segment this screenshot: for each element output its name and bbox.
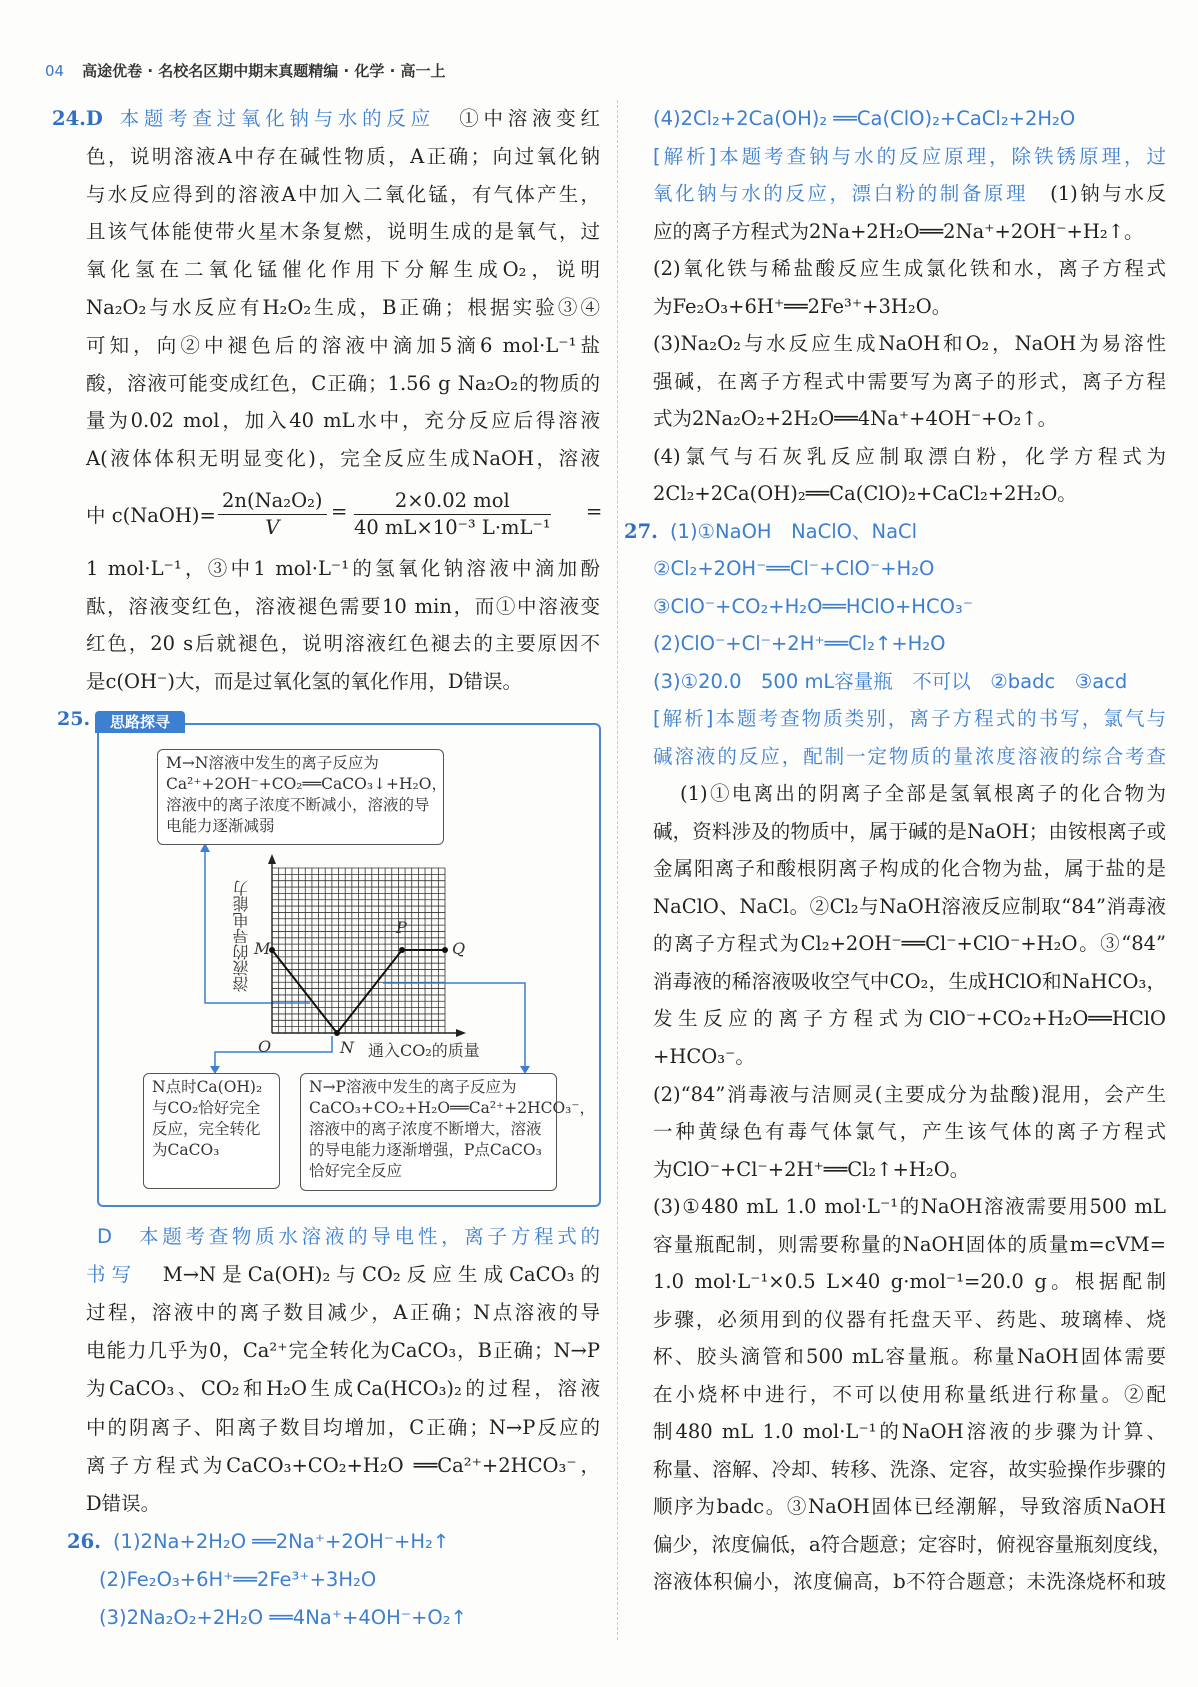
fraction-2-denominator: 40 mL×10⁻³ L·mL⁻¹ (354, 516, 551, 539)
connector-to-left-box (215, 1036, 332, 1068)
body-text: 步骤，必须用到的仪器有托盘天平、药匙、玻璃棒、烧 (653, 1307, 1166, 1331)
body-text: 一种黄绿色有毒气体氯气，产生该气体的离子方程式 (653, 1120, 1166, 1144)
body-text: (2)“84”消毒液与洁厕灵(主要成分为盐酸)混用，会产生 (653, 1082, 1166, 1106)
highlight-text: (1)①NaOH NaClO、NaCl (669, 519, 918, 543)
label-m: M (254, 939, 271, 958)
body-text: 为ClO⁻+Cl⁻+2H⁺══Cl₂↑+H₂O。 (653, 1157, 970, 1181)
body-text: 过程，溶液中的离子数目减少，A正确；N点溶液的导 (86, 1301, 600, 1325)
body-text: 电能力几乎为0，Ca²⁺完全转化为CaCO₃，B正确；N→P (86, 1339, 600, 1363)
body-text: 金属阳离子和酸根阴离子构成的化合物为盐，属于盐的是 (653, 857, 1166, 881)
page-number: 04 (45, 62, 65, 80)
body-text: +HCO₃⁻。 (653, 1045, 755, 1068)
body-text: 称量、溶解、冷却、转移、洗涤、定容，故实验操作步骤的 (653, 1457, 1166, 1481)
body-text: D错误。 (86, 1491, 161, 1515)
body-text: 在小烧杯中进行，不可以使用称量纸进行称量。②配 (653, 1382, 1166, 1406)
question-25-number: 25. (57, 708, 91, 730)
highlight-text: 书写 (86, 1263, 138, 1287)
book-title: 高途优卷 · 名校名区期中期末真题精编 · 化学 · 高一上 (82, 62, 446, 80)
body-text: 为CaCO₃、CO₂和H₂O生成Ca(HCO₃)₂的过程，溶液 (86, 1377, 600, 1401)
body-text: 式为2Na₂O₂+2H₂O══4Na⁺+4OH⁻+O₂↑。 (653, 407, 1058, 431)
body-text: A(液体体积无明显变化)，完全反应生成NaOH，溶液 (86, 447, 600, 471)
fraction-2-numerator: 2×0.02 mol (354, 488, 551, 515)
highlight-text: (3)2Na₂O₂+2H₂O ══4Na⁺+4OH⁻+O₂↑ (99, 1606, 467, 1629)
body-text: 溶液体积偏小，浓度偏高，b不符合题意；未洗涤烧杯和玻 (653, 1570, 1166, 1594)
label-o: O (258, 1037, 272, 1056)
label-p: P (396, 918, 407, 937)
body-text: 碱，资料涉及的物质中，属于碱的是NaOH；由铵根离子或 (653, 819, 1166, 843)
question-number: 26. (67, 1529, 101, 1553)
y-axis-arrow-icon (268, 854, 276, 864)
body-text: 的离子方程式为Cl₂+2OH⁻══Cl⁻+ClO⁻+H₂O。③“84” (653, 932, 1166, 956)
note-m-to-n: M→N溶液中发生的离子反应为Ca²⁺+2OH⁻+CO₂══CaCO₃↓+H₂O，溶液中的离子浓度不断减小，溶液的导电能力逐渐减弱 (157, 749, 444, 845)
equals-sign-2: = (586, 500, 603, 523)
highlight-text: ②Cl₂+2OH⁻══Cl⁻+ClO⁻+H₂O (653, 557, 935, 581)
body-text: (4)氯气与石灰乳反应制取漂白粉，化学方程式为 (653, 444, 1166, 468)
highlight-text: D 本题考查物质水溶液的导电性，离子方程式的 (97, 1225, 600, 1248)
question-number: 24.D (52, 107, 103, 130)
body-text: 红色，20 s后就褪色，说明溶液红色褪去的主要原因不 (86, 632, 600, 656)
body-text: M→N是Ca(OH)₂与CO₂反应生成CaCO₃的 (137, 1263, 600, 1287)
note-point-n: N点时Ca(OH)₂与CO₂恰好完全反应，完全转化为CaCO₃ (143, 1073, 280, 1189)
fraction-1-numerator: 2n(Na₂O₂) (218, 488, 327, 515)
body-text: NaClO、NaCl。②Cl₂与NaOH溶液反应制取“84”消毒液 (653, 894, 1166, 918)
body-text: 色，说明溶液A中存在碱性物质，A正确；向过氧化钠 (86, 144, 600, 168)
point-n (334, 1030, 340, 1036)
body-text: 酞，溶液变红色，溶液褪色需要10 min，而①中溶液变 (86, 594, 600, 618)
highlight-text: (1)2Na+2H₂O ══2Na⁺+2OH⁻+H₂↑ (112, 1529, 450, 1553)
highlight-text: (4)2Cl₂+2Ca(OH)₂ ══Ca(ClO)₂+CaCl₂+2H₂O (653, 107, 1076, 130)
note-n-to-p: N→P溶液中发生的离子反应为CaCO₃+CO₂+H₂O══Ca²⁺+2HCO₃⁻，溶液中的离子浓度不断增大，溶液的导电能力逐渐增强，P点CaCO₃恰好完全反应 (300, 1073, 557, 1191)
thinking-box-tab: 思路探寻 (95, 711, 185, 733)
body-text: 发生反应的离子方程式为ClO⁻+CO₂+H₂O══HClO (653, 1007, 1166, 1031)
body-text: 氧化氢在二氧化锰催化作用下分解生成O₂，说明 (86, 258, 600, 282)
equals-sign: = (331, 500, 348, 523)
x-axis-label: 通入CO₂的质量 (368, 1041, 480, 1060)
body-text: 可知，向②中褪色后的溶液中滴加5滴6 mol·L⁻¹盐 (86, 333, 600, 357)
body-text: 酸，溶液可能变成红色，C正确；1.56 g Na₂O₂的物质的 (86, 371, 600, 395)
body-text: 顺序为badc。③NaOH固体已经潮解，导致溶质NaOH (653, 1495, 1166, 1519)
body-text: 为Fe₂O₃+6H⁺══2Fe³⁺+3H₂O。 (653, 294, 952, 318)
highlight-text: [解析]本题考查钠与水的反应原理，除铁锈原理，过 (653, 144, 1166, 168)
body-text: 2Cl₂+2Ca(OH)₂══Ca(ClO)₂+CaCl₂+2H₂O。 (653, 482, 1077, 506)
highlight-text: (3)①20.0 500 mL容量瓶 不可以 ②badc ③acd (653, 669, 1128, 693)
body-text: 容量瓶配制，则需要称量的NaOH固体的质量m=cVM= (653, 1232, 1166, 1256)
body-text: (3)Na₂O₂与水反应生成NaOH和O₂，NaOH为易溶性 (653, 332, 1166, 356)
fraction-1-denominator: V (265, 516, 280, 539)
y-axis-label: 溶液的导电能力 (232, 880, 251, 992)
body-text: 强碱，在离子方程式中需要写为离子的形式，离子方程 (653, 369, 1166, 393)
body-text: 是c(OH⁻)大，而是过氧化氢的氧化作用，D错误。 (86, 669, 523, 693)
label-q: Q (452, 939, 466, 958)
highlight-text: 本题考查过氧化钠与水的反应 (114, 107, 435, 130)
connector-to-top-box (205, 850, 310, 1003)
body-text: 消毒液的稀溶液吸收空气中CO₂，生成HClO和NaHCO₃， (653, 969, 1166, 993)
highlight-text: 碱溶液的反应，配制一定物质的量浓度溶液的综合考查 (653, 744, 1166, 768)
question-number: 27. (624, 519, 658, 543)
body-text: 1.0 mol·L⁻¹×0.5 L×40 g·mol⁻¹=20.0 g。根据配制 (653, 1270, 1166, 1294)
body-text: Na₂O₂与水反应有H₂O₂生成，B正确；根据实验③④ (86, 296, 600, 319)
x-axis-arrow-icon (456, 1029, 466, 1037)
body-text: (1)钠与水反 (1028, 182, 1166, 206)
body-text: 离子方程式为CaCO₃+CO₂+H₂O ══Ca²⁺+2HCO₃⁻， (86, 1453, 600, 1477)
body-text: 且该气体能使带火星木条复燃，说明生成的是氧气，过 (86, 220, 600, 244)
highlight-text: 氧化钠与水的反应，漂白粉的制备原理 (653, 182, 1029, 206)
body-text: 制480 mL 1.0 mol·L⁻¹的NaOH溶液的步骤为计算、 (653, 1420, 1166, 1444)
body-text: 中的阴离子、阳离子数目均增加，C正确；N→P反应的 (86, 1415, 600, 1439)
body-text: (3)①480 mL 1.0 mol·L⁻¹的NaOH溶液需要用500 mL (653, 1195, 1166, 1219)
highlight-text: [解析]本题考查物质类别，离子方程式的书写，氯气与 (653, 707, 1166, 731)
label-n: N (340, 1038, 354, 1057)
body-text: 与水反应得到的溶液A中加入二氧化锰，有气体产生， (86, 182, 600, 206)
formula-lead: 中 c(NaOH)= (86, 504, 216, 527)
body-text: (2)氧化铁与稀盐酸反应生成氯化铁和水，离子方程式 (653, 257, 1166, 281)
highlight-text: (2)Fe₂O₃+6H⁺══2Fe³⁺+3H₂O (99, 1567, 377, 1591)
body-text: 量为0.02 mol，加入40 mL水中，充分反应后得溶液 (86, 409, 600, 433)
point-p (399, 947, 405, 953)
body-text: 应的离子方程式为2Na+2H₂O══2Na⁺+2OH⁻+H₂↑。 (653, 219, 1144, 243)
body-text: 杯、胶头滴管和500 mL容量瓶。称量NaOH固体需要 (653, 1345, 1166, 1369)
highlight-text: (2)ClO⁻+Cl⁻+2H⁺══Cl₂↑+H₂O (653, 632, 946, 656)
point-q (442, 947, 448, 953)
body-text: 1 mol·L⁻¹，③中1 mol·L⁻¹的氢氧化钠溶液中滴加酚 (86, 557, 600, 580)
highlight-text: ③ClO⁻+CO₂+H₂O══HClO+HCO₃⁻ (653, 594, 974, 618)
body-text: ①中溶液变红 (434, 107, 600, 130)
body-text: 偏少，浓度偏低，a符合题意；定容时，俯视容量瓶刻度线， (653, 1532, 1172, 1556)
body-text: (1)①电离出的阴离子全部是氢氧根离子的化合物为 (680, 782, 1166, 806)
